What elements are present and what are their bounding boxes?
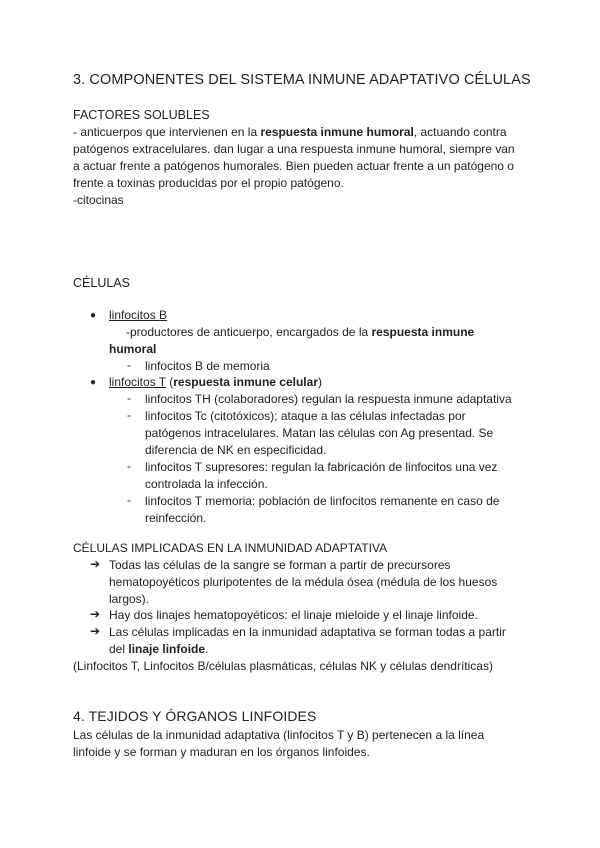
dash-icon: - [127,493,131,507]
implicadas-heading: CÉLULAS IMPLICADAS EN LA INMUNIDAD ADAPTATIVA [73,541,388,555]
factores-line-4: frente a toxinas producidas por el propio patógeno. [73,176,344,190]
implicadas-item-2: Hay dos linajes hematopoyéticos: el linaje mieloide y el linaje linfoide. [109,608,478,622]
linfocitos-t-item: linfocitos T supresores: regulan la fabricación de linfocitos una vez [145,460,498,474]
linfocitos-t-item: patógenos intracelulares. Matan las células con Ag presentad. Se [145,426,494,440]
implicadas-item-3-l2: del linaje linfoide. [109,642,209,656]
linfocitos-t-item: linfocitos T memoria: población de linfocitos remanente en caso de [145,494,500,508]
linfocitos-t-item: linfocitos Tc (citotóxicos); ataque a las células infectadas por [145,409,466,423]
dash-icon: - [127,391,131,405]
arrow-icon: ➔ [90,624,101,638]
bold-humoral: respuesta inmune humoral [260,125,414,139]
linfocitos-b-label: linfocitos B [109,308,168,322]
linfocitos-t-item: linfocitos TH (colaboradores) regulan la respuesta inmune adaptativa [145,392,512,406]
factores-line-5: -citocinas [73,193,124,207]
linfocitos-t-item: reinfección. [145,511,207,525]
celulas-heading: CÉLULAS [73,276,130,290]
section-4-line-2: linfoide y se forman y maduran en los órganos linfoides. [73,745,370,759]
linfocitos-b-memoria: linfocitos B de memoria [145,359,270,373]
implicadas-item-1-l2: hematopoyéticos pluripotentes de la médula ósea (médula de los huesos [109,575,498,589]
linfocitos-b-desc-cont: humoral [109,342,157,356]
dash-icon: - [127,408,131,422]
linfocitos-b-desc: -productores de anticuerpo, encargados de la respuesta inmune [126,325,475,339]
implicadas-item-1-l1: Todas las células de la sangre se forman a partir de precursores [109,558,451,572]
implicadas-item-3-l1: Las células implicadas en la inmunidad adaptativa se forman todas a partir [109,625,506,639]
factores-paragraph [73,124,523,209]
bullet-dot-icon: ● [90,310,97,321]
factores-line-2: patógenos extracelulares. dan lugar a una respuesta inmune humoral, siempre van [73,142,515,156]
linfocitos-t-item: diferencia de NK en especificidad. [145,443,327,457]
factores-heading: FACTORES SOLUBLES [73,108,210,122]
linfocitos-t-item: controlada la infección. [145,477,268,491]
implicadas-item-1-l3: largos). [109,592,150,606]
dash-icon: - [127,459,131,473]
dash-icon: - [127,358,131,372]
section-4-line-1: Las células de la inmunidad adaptativa (linfocitos T y B) pertenecen a la línea [73,728,485,742]
arrow-icon: ➔ [90,557,101,571]
factores-line-3: a actuar frente a patógenos humorales. Bien pueden actuar frente a un patógeno o [73,159,514,173]
factores-line-1: - anticuerpos que intervienen en la respuesta inmune humoral, actuando contra [73,125,507,139]
section-3-title: 3. COMPONENTES DEL SISTEMA INMUNE ADAPTATIVO CÉLULAS [73,72,531,88]
linfocitos-t-label: linfocitos T (respuesta inmune celular) [109,375,322,389]
section-4-title: 4. TEJIDOS Y ÓRGANOS LINFOIDES [73,708,317,724]
arrow-icon: ➔ [90,607,101,621]
bullet-dot-icon: ● [90,377,97,388]
implicadas-paren: (Linfocitos T, Linfocitos B/células plasmáticas, células NK y células dendríticas) [73,659,493,673]
